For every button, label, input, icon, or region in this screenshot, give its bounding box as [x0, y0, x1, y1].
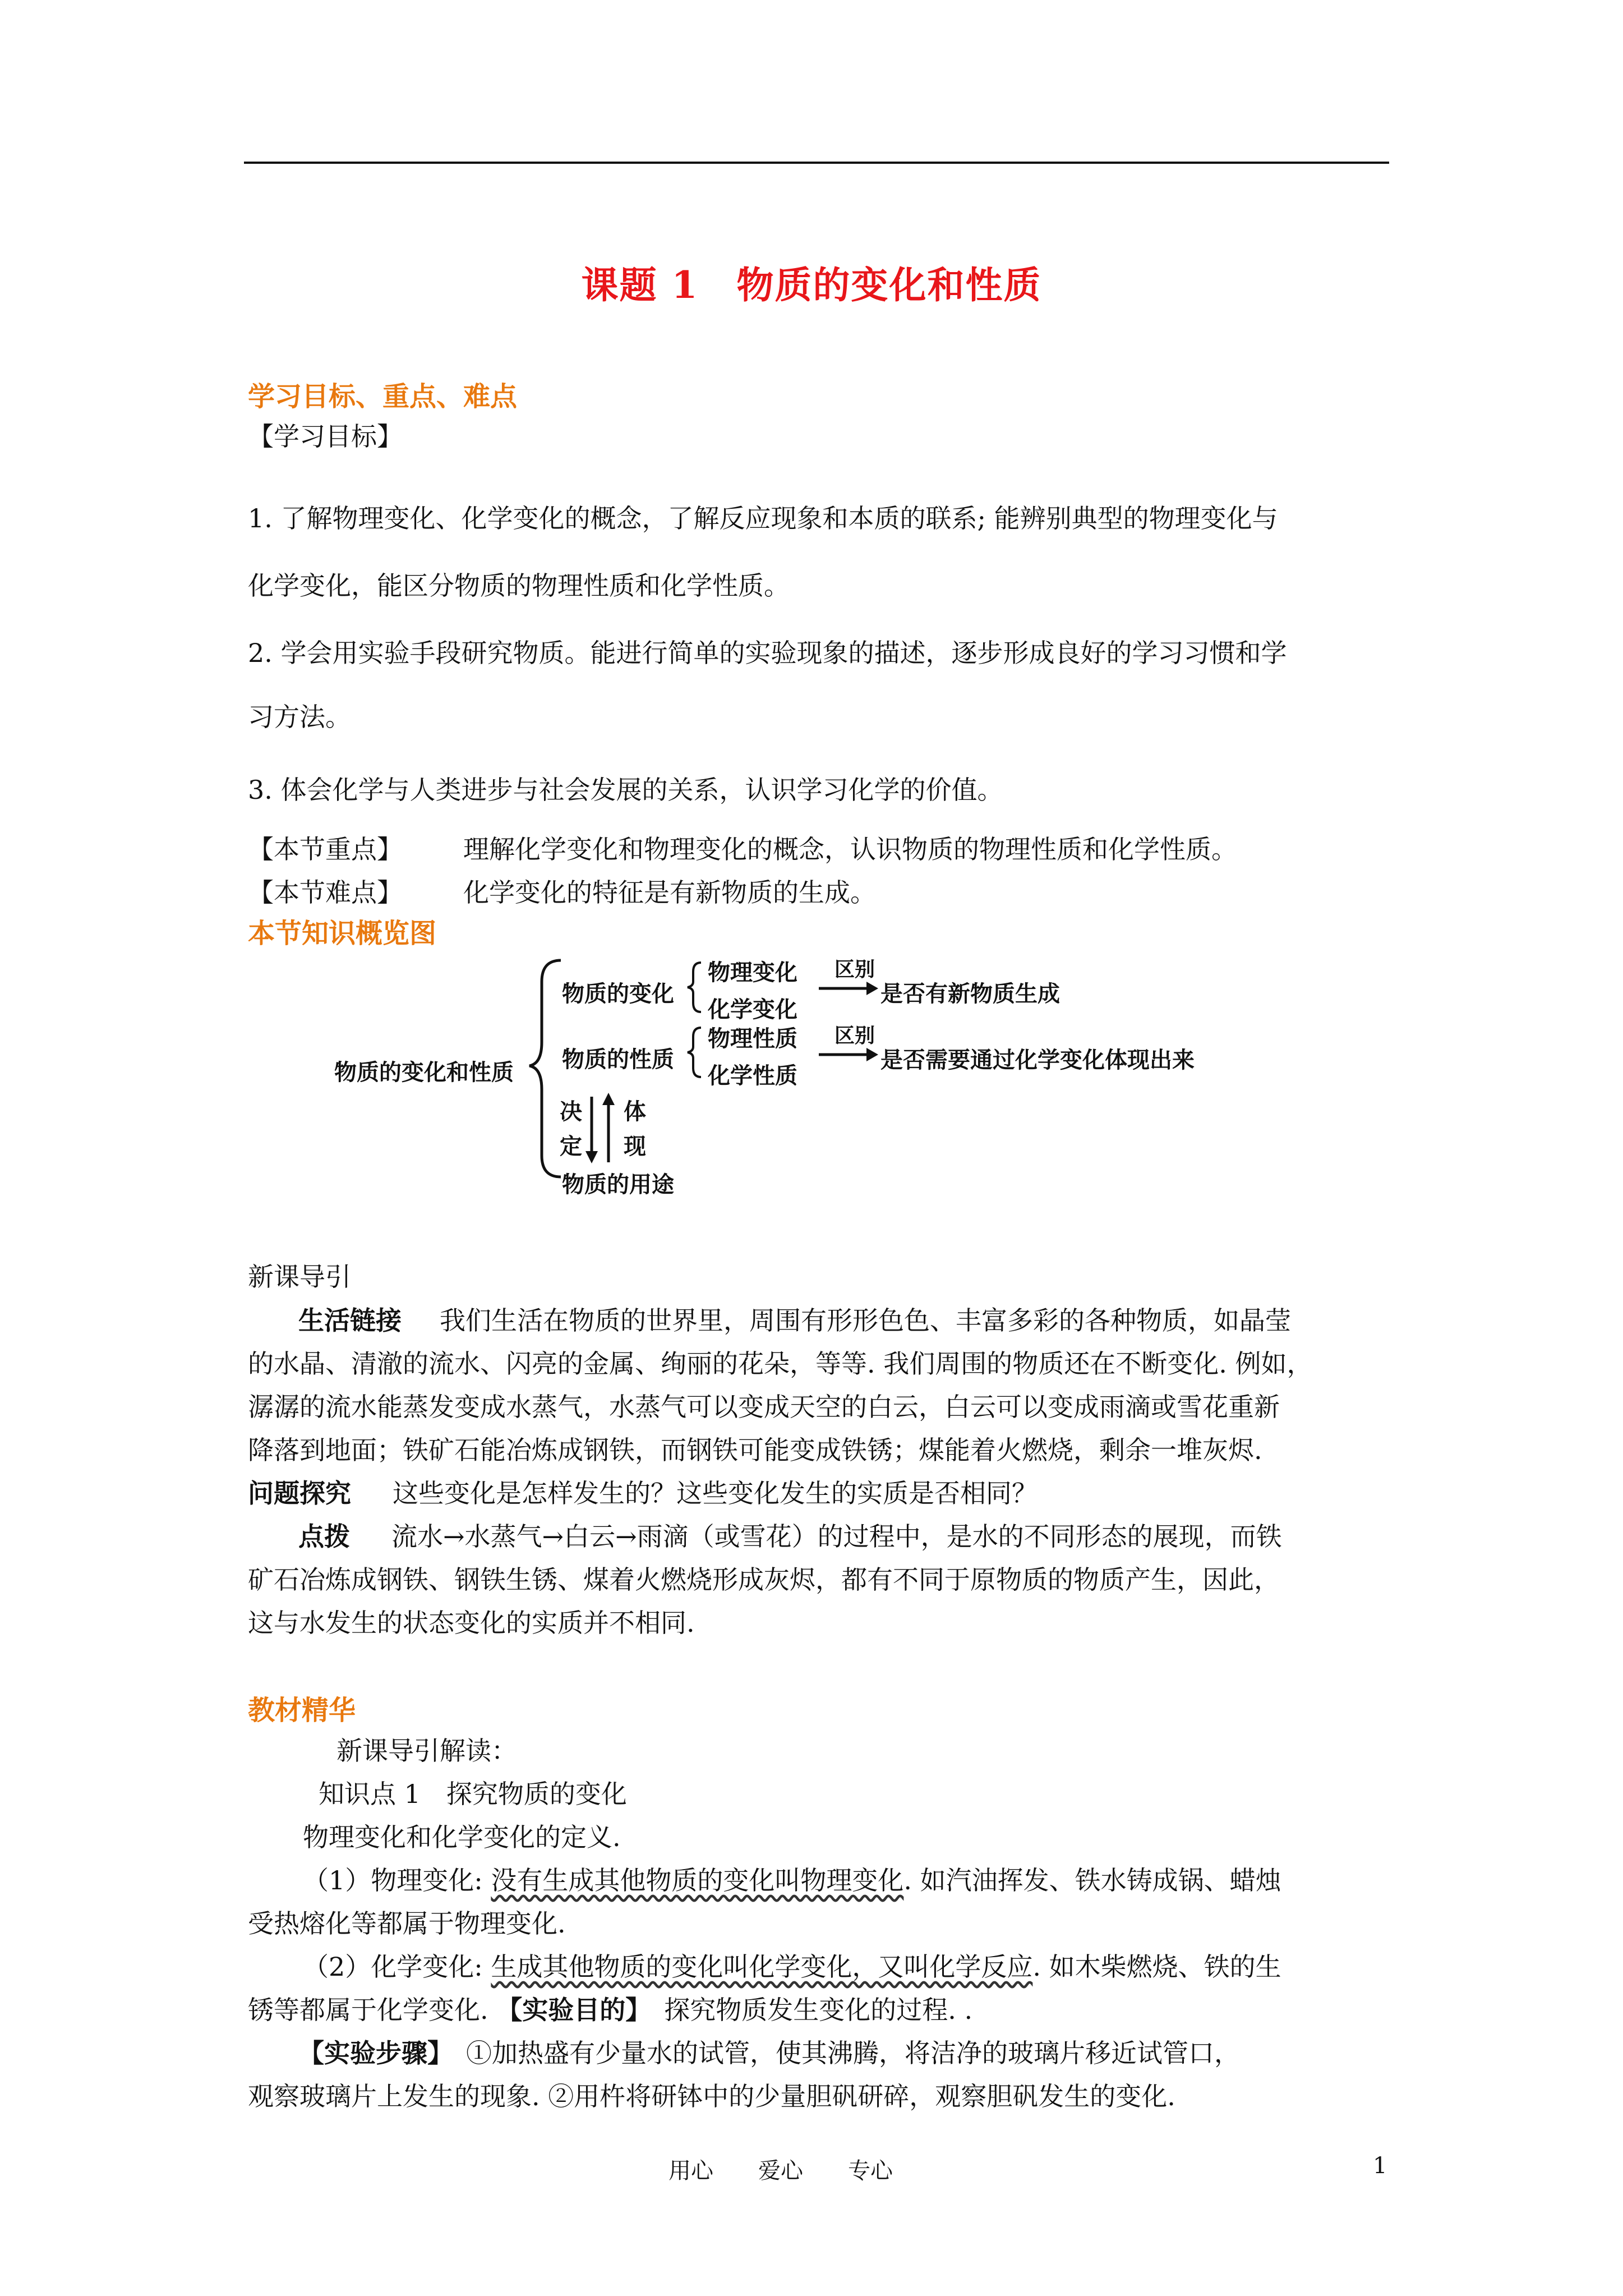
- arrow-2-head: [866, 1048, 878, 1061]
- experiment-goal-text: 探究物质发生变化的过程. .: [638, 1995, 973, 2025]
- diagram-chem-prop: 化学性质: [708, 1063, 797, 1089]
- goal-2-line-1: 2. 学会用实验手段研究物质。能进行简单的实验现象的描述，逐步形成良好的学习习惯和学: [248, 638, 1287, 668]
- chemical-change-examples: . 如木柴燃烧、铁的生: [1032, 1952, 1281, 1982]
- tip-line-1: 流水→水蒸气→白云→雨滴（或雪花）的过程中，是水的不同形态的展现，而铁: [391, 1521, 1282, 1552]
- chemical-change-tail: 锈等都属于化学变化.: [248, 1995, 497, 2025]
- question-text: 这些变化是怎样发生的？这些变化发生的实质是否相同？: [393, 1478, 1038, 1508]
- physical-change-definition: 没有生成其他物质的变化叫物理变化: [491, 1865, 904, 1895]
- goal-3: 3. 体会化学与人类进步与社会发展的关系，认识学习化学的价值。: [248, 775, 1003, 805]
- goal-1-line-1: 1. 了解物理变化、化学变化的概念，了解反应现象和本质的联系; 能辨别典型的物理变化与: [248, 503, 1278, 533]
- diagram-property: 物质的性质: [562, 1047, 674, 1073]
- chemical-change-line-1: [303, 1947, 1281, 1984]
- chemical-change-prefix: （2）化学变化:: [303, 1952, 491, 1982]
- hard-text: 化学变化的特征是有新物质的生成。: [463, 877, 876, 908]
- physical-change-examples: . 如汽油挥发、铁水铸成锅、蜡烛: [903, 1865, 1281, 1895]
- section-heading-overview: 本节知识概览图: [248, 918, 437, 949]
- definitions-line: 物理变化和化学变化的定义.: [303, 1822, 621, 1852]
- experiment-steps-text: ①加热盛有少量水的试管，使其沸腾，将洁净的玻璃片移近试管口，: [440, 2038, 1240, 2068]
- section-heading-goals: 学习目标、重点、难点: [248, 381, 518, 412]
- life-line-2: 的水晶、清澈的流水、闪亮的金属、绚丽的花朵，等等. 我们周围的物质还在不断变化. 例如，: [248, 1349, 1313, 1379]
- goal-1-line-2: 化学变化，能区分物质的物理性质和化学性质。: [248, 570, 790, 601]
- property-brace: [688, 1028, 701, 1077]
- diagram-reflect-1: 体: [624, 1099, 646, 1125]
- physical-change-line-2: 受热熔化等都属于物理变化.: [248, 1908, 566, 1939]
- goals-label: 【学习目标】: [248, 421, 403, 452]
- experiment-steps-label: 【实验步骤】: [298, 2038, 440, 2068]
- chemical-change-definition: 生成其他物质的变化叫化学变化，又叫化学反应: [491, 1952, 1033, 1982]
- essence-reading: 新课导引解读：: [336, 1736, 517, 1766]
- section-heading-essence: 教材精华: [248, 1695, 356, 1726]
- page-title: 课题 1 物质的变化和性质: [581, 263, 1042, 307]
- experiment-goal-label: 【实验目的】: [496, 1995, 639, 2025]
- life-label: 生活链接: [298, 1305, 402, 1336]
- intro-heading: 新课导引: [248, 1262, 351, 1292]
- diagram-root: 物质的变化和性质: [334, 1060, 514, 1085]
- tip-line-2: 矿石冶炼成钢铁、钢铁生锈、煤着火燃烧形成灰烬，都有不同于原物质的物质产生，因此，: [248, 1565, 1280, 1595]
- diagram-result-2: 是否需要通过化学变化体现出来: [880, 1047, 1195, 1073]
- diagram-decide-2: 定: [560, 1134, 582, 1159]
- diagram-phys-change: 物理变化: [708, 960, 797, 986]
- change-brace: [688, 963, 701, 1012]
- key-text: 理解化学变化和物理变化的概念，认识物质的物理性质和化学性质。: [463, 834, 1237, 864]
- experiment-steps-line-1: [298, 2033, 1240, 2070]
- diagram-decide-1: 决: [560, 1099, 582, 1125]
- diagram-change: 物质的变化: [562, 981, 674, 1007]
- life-line-4: 降落到地面；铁矿石能冶炼成钢铁，而钢铁可能变成铁锈；煤能着火燃烧，剩余一堆灰烬.: [248, 1435, 1262, 1465]
- footer-motto: 用心 爱心 专心: [668, 2158, 893, 2184]
- diagram-arrow-2-label: 区别: [834, 1024, 875, 1047]
- page-number: 1: [1373, 2153, 1387, 2179]
- arrow-1-head: [866, 982, 878, 995]
- chemical-change-line-2: [248, 1990, 972, 2027]
- hard-label: 【本节难点】: [248, 877, 403, 908]
- knowledge-point-1: 知识点 1 探究物质的变化: [319, 1779, 627, 1809]
- tip-label: 点拨: [298, 1521, 350, 1552]
- diagram-use: 物质的用途: [562, 1172, 674, 1198]
- question-label: 问题探究: [248, 1478, 351, 1508]
- diagram-result-1: 是否有新物质生成: [880, 981, 1060, 1007]
- diagram-phys-prop: 物理性质: [708, 1026, 797, 1052]
- goal-2-line-2: 习方法。: [248, 702, 351, 732]
- physical-change-prefix: （1）物理变化:: [303, 1865, 491, 1895]
- decide-arrow-head: [585, 1151, 598, 1163]
- life-line-3: 潺潺的流水能蒸发变成水蒸气，水蒸气可以变成天空的白云，白云可以变成雨滴或雪花重新: [248, 1392, 1280, 1422]
- life-line-1: 我们生活在物质的世界里，周围有形形色色、丰富多彩的各种物质，如晶莹: [440, 1305, 1291, 1336]
- physical-change-line-1: [303, 1860, 1281, 1897]
- key-label: 【本节重点】: [248, 834, 403, 864]
- tip-line-3: 这与水发生的状态变化的实质并不相同.: [248, 1608, 695, 1638]
- diagram-chem-change: 化学变化: [708, 997, 797, 1023]
- main-brace: [529, 960, 561, 1177]
- diagram-arrow-1-label: 区别: [834, 958, 875, 981]
- experiment-steps-line-2: 观察玻璃片上发生的现象. ②用杵将研钵中的少量胆矾研碎，观察胆矾发生的变化.: [248, 2081, 1175, 2111]
- reflect-arrow-head: [602, 1093, 615, 1105]
- diagram-reflect-2: 现: [624, 1134, 646, 1159]
